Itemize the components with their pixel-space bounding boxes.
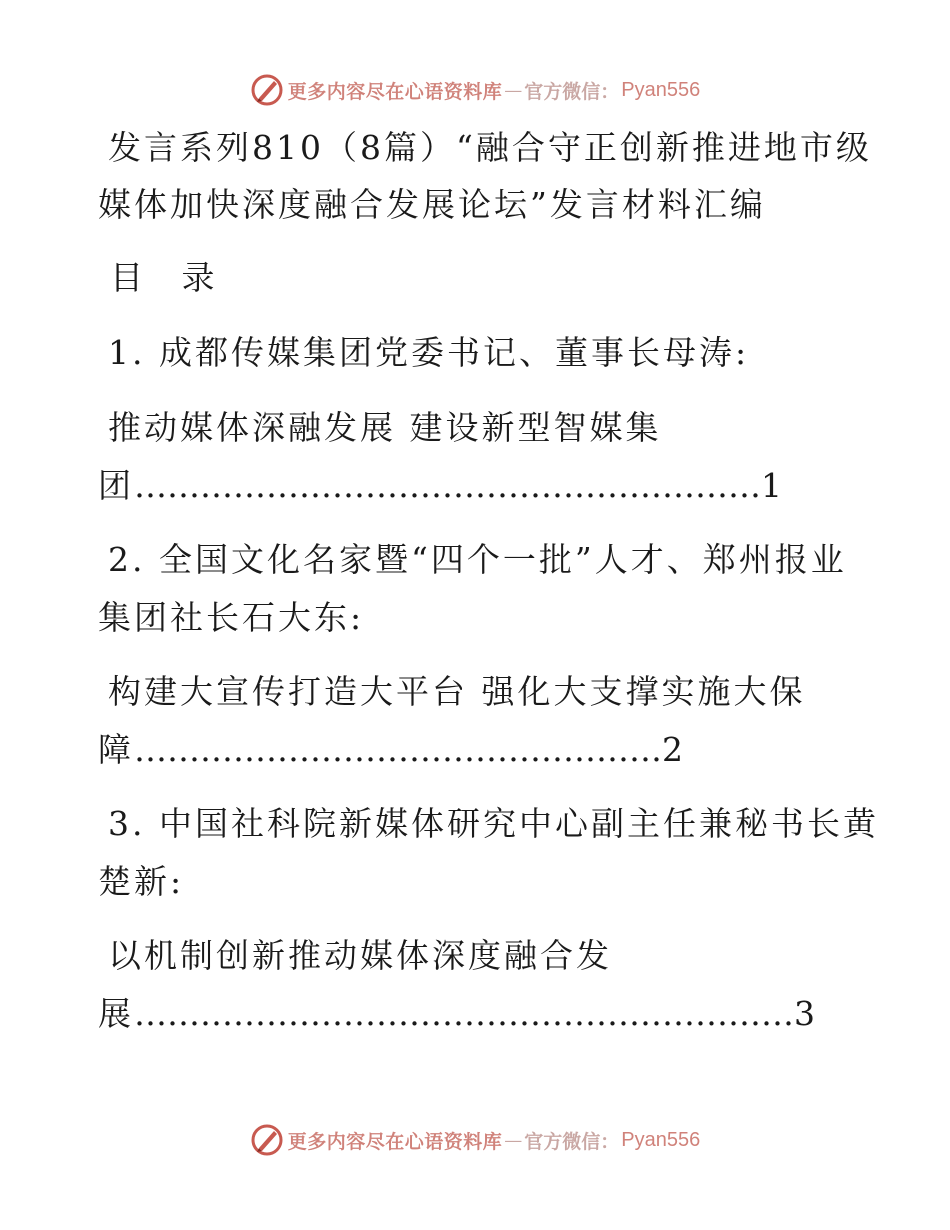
toc-entry-2-speaker-line-1: 2. 全国文化名家暨“四个一批”人才、郑州报业 bbox=[108, 540, 847, 579]
toc-entry-3-leader: …………………………………………………… bbox=[134, 994, 794, 1033]
pen-logo-icon bbox=[250, 73, 284, 107]
toc-entry-3-page: 3 bbox=[794, 994, 818, 1033]
toc-entry-1-title-cont bbox=[98, 466, 785, 506]
toc-entry-2-title-cont bbox=[98, 730, 686, 770]
toc-heading: 目 录 bbox=[110, 258, 229, 297]
toc-entry-1-title: 推动媒体深融发展 建设新型智媒集 bbox=[108, 408, 662, 447]
toc-entry-3-speaker-line-1: 3. 中国社科院新媒体研究中心副主任兼秘书长黄 bbox=[108, 804, 879, 843]
toc-entry-3-title-cont bbox=[98, 994, 818, 1034]
document-title-line-2: 媒体加快深度融合发展论坛”发言材料汇编 bbox=[98, 185, 766, 224]
watermark-dash: — bbox=[504, 79, 523, 101]
toc-entry-1-page: 1 bbox=[761, 466, 785, 505]
toc-entry-3-title: 以机制创新推动媒体深度融合发 bbox=[108, 936, 612, 975]
document-title-line-1: 发言系列810（8篇）“融合守正创新推进地市级 bbox=[108, 128, 872, 167]
watermark-brand: 更多内容尽在心语资料库 bbox=[287, 1130, 503, 1153]
watermark-brand: 更多内容尽在心语资料库 bbox=[287, 80, 503, 103]
toc-entry-2-speaker-line-2: 集团社长石大东: bbox=[98, 598, 365, 637]
pen-logo-icon bbox=[250, 1123, 284, 1157]
toc-entry-2-title: 构建大宣传打造大平台 强化大支撑实施大保 bbox=[108, 672, 806, 711]
toc-entry-2-title-tail: 障 bbox=[98, 730, 134, 769]
watermark-dash: — bbox=[504, 1129, 523, 1151]
toc-entry-2-page: 2 bbox=[662, 730, 686, 769]
toc-entry-1-leader: ………………………………………………… bbox=[134, 466, 761, 505]
watermark-wechat-id: Pyan556 bbox=[621, 78, 701, 101]
watermark-wechat-id: Pyan556 bbox=[621, 1128, 701, 1151]
header-watermark bbox=[0, 70, 950, 110]
watermark-wechat-label: 官方微信： bbox=[524, 1130, 620, 1153]
watermark-wechat-label: 官方微信： bbox=[524, 80, 620, 103]
toc-entry-3-speaker-line-2: 楚新: bbox=[98, 862, 185, 901]
toc-entry-2-leader: ………………………………………… bbox=[134, 730, 662, 769]
toc-entry-1-speaker: 1. 成都传媒集团党委书记、董事长母涛: bbox=[108, 333, 750, 372]
toc-entry-1-title-tail: 团 bbox=[98, 466, 134, 505]
footer-watermark bbox=[0, 1120, 950, 1160]
toc-entry-3-title-tail: 展 bbox=[98, 994, 134, 1033]
